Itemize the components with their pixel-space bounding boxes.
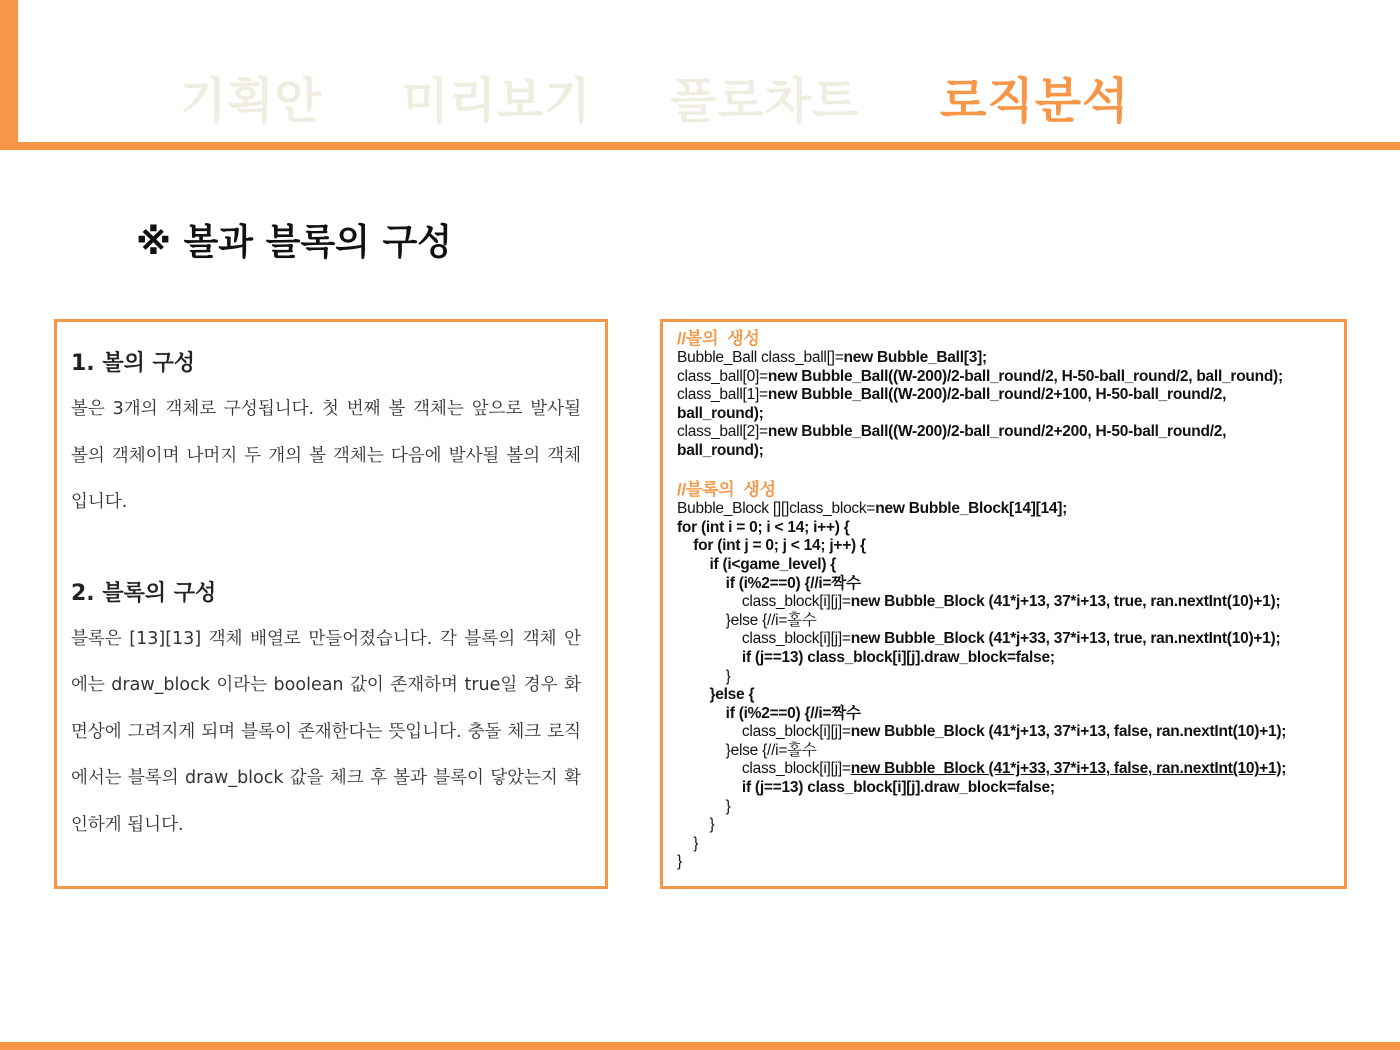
code-line: } xyxy=(677,797,731,815)
header-divider xyxy=(0,142,1400,150)
tab-logic-analysis[interactable]: 로직분석 xyxy=(940,73,1130,129)
code-line: class_ball[1]=new Bubble_Ball((W-200)/2-ball_round/2+100, H-50-ball_round/2, xyxy=(677,386,1227,404)
code-line: } xyxy=(677,834,699,852)
ball-comment: //볼의 생성 xyxy=(677,329,760,348)
tab-flowchart[interactable]: 플로차트 xyxy=(670,73,860,129)
code-line: if (i<game_level) { xyxy=(677,555,837,573)
code-line: if (i%2==0) {//i=짝수 xyxy=(677,704,861,722)
code-line: } xyxy=(677,853,682,871)
block-code-block xyxy=(677,500,1334,872)
block-description: 블록은 [13][13] 객체 배열로 만들어졌습니다. 각 블록의 객체 안에는 draw_block 이라는 boolean 값이 존재하며 true일 경우 화면상에 그려지게 되며 블록이 존재한다는 뜻입니다. 충돌 체크 로직에서는 블록의 draw_block 값을 체크 후 볼과 블록이 닿았는지 확인하게 됩니다. xyxy=(71,628,581,835)
code-line: class_block[i][j]=new Bubble_Block (41*j+13, 37*i+13, true, ran.nextInt(10)+1); xyxy=(677,593,1281,611)
block-heading: 2. 블록의 구성 xyxy=(71,580,217,606)
page-title: ※ 볼과 블록의 구성 xyxy=(136,222,453,263)
code-line: for (int i = 0; i < 14; i++) { xyxy=(677,518,850,536)
code-line: class_block[i][j]=new Bubble_Block (41*j+33, 37*i+13, false, ran.nextInt(10)+1); xyxy=(677,760,1287,778)
code-line: for (int j = 0; j < 14; j++) { xyxy=(677,537,866,555)
tab-preview[interactable]: 미리보기 xyxy=(402,73,592,129)
ball-heading: 1. 볼의 구성 xyxy=(71,351,195,376)
description-panel xyxy=(54,319,608,889)
code-line: Bubble_Block [][]class_block=new Bubble_Block[14][14]; xyxy=(677,500,1068,518)
block-comment: //블록의 생성 xyxy=(677,480,776,500)
code-line: }else {//i=홀수 xyxy=(677,611,817,629)
tab-plan[interactable]: 기획안 xyxy=(180,73,323,129)
header-accent-bar xyxy=(0,0,18,148)
code-line: }else {//i=홀수 xyxy=(677,741,817,759)
code-line: class_block[i][j]=new Bubble_Block (41*j+33, 37*i+13, true, ran.nextInt(10)+1); xyxy=(677,630,1281,648)
code-line: if (j==13) class_block[i][j].draw_block=false; xyxy=(677,648,1055,666)
code-line: }else { xyxy=(677,686,755,704)
code-line: class_ball[2]=new Bubble_Ball((W-200)/2-ball_round/2+200, H-50-ball_round/2, xyxy=(677,423,1227,441)
ball-code-block xyxy=(677,349,1334,461)
code-line: } xyxy=(677,667,731,685)
code-line: class_ball[0]=new Bubble_Ball((W-200)/2-ball_round/2, H-50-ball_round/2, ball_round); xyxy=(677,367,1283,385)
ball-description: 볼은 3개의 객체로 구성됩니다. 첫 번째 볼 객체는 앞으로 발사될 볼의 객체이며 나머지 두 개의 볼 객체는 다음에 발사될 볼의 객체입니다. xyxy=(71,399,581,512)
footer-divider xyxy=(0,1042,1400,1050)
code-line: class_block[i][j]=new Bubble_Block (41*j+13, 37*i+13, false, ran.nextInt(10)+1); xyxy=(677,723,1287,741)
code-panel xyxy=(660,319,1347,889)
code-line: if (j==13) class_block[i][j].draw_block=false; xyxy=(677,779,1055,797)
code-line: if (i%2==0) {//i=짝수 xyxy=(677,574,861,592)
code-line: ball_round); xyxy=(677,404,764,422)
code-line: } xyxy=(677,816,715,834)
code-line: Bubble_Ball class_ball[]=new Bubble_Ball[3]; xyxy=(677,349,987,366)
code-line: ball_round); xyxy=(677,441,764,459)
